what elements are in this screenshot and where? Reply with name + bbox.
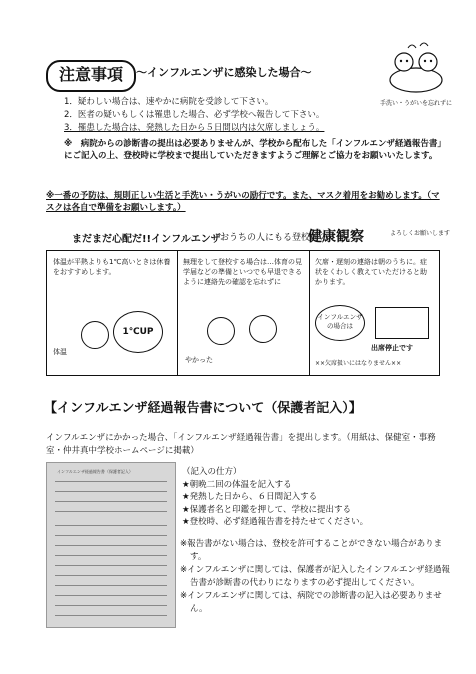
- panel3-label: 出席停止です: [371, 344, 413, 352]
- notice-subtitle: 〜インフルエンザに感染した場合〜: [136, 66, 312, 79]
- strip-request: よろしくお願いします: [390, 230, 451, 237]
- howto-step: ★朝晩二回の体温を記入する: [182, 479, 292, 490]
- report-notes: [180, 538, 455, 616]
- panel3-text: 欠席・遅刻の連絡は朝のうちに。症状をくわしく教えていただけると助かります。: [315, 258, 427, 286]
- temperature-badge: 1℃UP: [113, 311, 163, 353]
- student-figure: [207, 317, 235, 345]
- panel3-footer: ××欠席扱いにはなりません××: [315, 360, 402, 367]
- strip-title: まだまだ心配だ!!インフルエンザ: [72, 234, 221, 245]
- howto-instructions: [182, 466, 452, 529]
- panel2-label: やかった: [185, 356, 213, 364]
- comic-panel-3: [309, 251, 439, 375]
- influenza-sign: インフルエンザの場合は: [315, 305, 365, 341]
- report-form-photo: [46, 462, 176, 628]
- comic-panel-2: [177, 251, 310, 375]
- report-note: ※インフルエンザに関しては、病院での診断書の記入は必要ありません。: [180, 591, 442, 614]
- school-building: [375, 307, 429, 339]
- notice-item: 3．罹患した場合は、発熱した日から５日間以内は欠席しましょう。: [64, 123, 325, 133]
- report-intro: インフルエンザにかかった場合、「インフルエンザ経過報告書」を提出します。（用紙は、保健室・事務室・仲井真中学校ホームページに掲載）: [46, 433, 436, 456]
- howto-step: ★保護者名と印鑑を押して、学校に提出する: [182, 504, 351, 515]
- panel2-text: 無理をして登校する場合は…体育の見学届などの準備といつでも早退できるように連絡先の確認を忘れずに: [183, 258, 302, 286]
- prevention-note: ※一番の予防は、規則正しい生活と手洗い・うがいの励行です。また、マスク着用をお勧めします。（マスクは各自で準備をお願いします。）: [46, 191, 440, 213]
- parent-figure: [249, 315, 277, 343]
- comic-strip: [46, 250, 440, 376]
- diagnosis-note: ※ 病院からの診断書の提出は必要ありませんが、学校から配布した「インフルエンザ経過報告書」にご記入の上、登校時に学校まで提出していただきますようご理解とご協力をお願いいたします。: [64, 139, 442, 161]
- strip-health-heading: 健康観察: [308, 229, 364, 245]
- strip-subtitle: おうちの人にもる登校前の: [220, 233, 329, 243]
- howto-step: ★登校時、必ず経過報告書を持たせてください。: [182, 517, 369, 527]
- report-section-title: 【インフルエンザ経過報告書について（保護者記入）】: [44, 401, 362, 416]
- report-note: ※報告書がない場合は、登校を許可することができない場合があります。: [180, 539, 443, 562]
- notice-badge: 注意事項: [46, 60, 136, 92]
- notice-items: [64, 96, 424, 135]
- comic-panel-1: [47, 251, 178, 375]
- report-note: ※インフルエンザに関しては、保護者が記入したインフルエンザ経過報告書が診断書の代わりになりますの必ず提出してください。: [180, 565, 450, 588]
- handwashing-mascot-illustration: [386, 40, 446, 95]
- panel1-label: 体温: [53, 348, 67, 356]
- howto-step: ★発熱した日から、６日間記入する: [182, 492, 318, 502]
- panel1-text: 体温が平熱よりも1℃高いときは休養をおすすめします。: [53, 258, 171, 276]
- howto-heading: （記入の仕方）: [182, 467, 242, 477]
- notice-item: 2．医者の疑いもしくは罹患した場合、必ず学校へ報告して下さい。: [64, 110, 325, 120]
- child-figure: [81, 321, 109, 349]
- notice-item: 1．疑わしい場合は、速やかに病院を受診して下さい。: [64, 97, 274, 107]
- mascot-caption: 手洗い・うがいを忘れずに: [380, 100, 453, 107]
- form-photo-header: インフルエンザ経過報告書（保護者記入）: [57, 469, 133, 474]
